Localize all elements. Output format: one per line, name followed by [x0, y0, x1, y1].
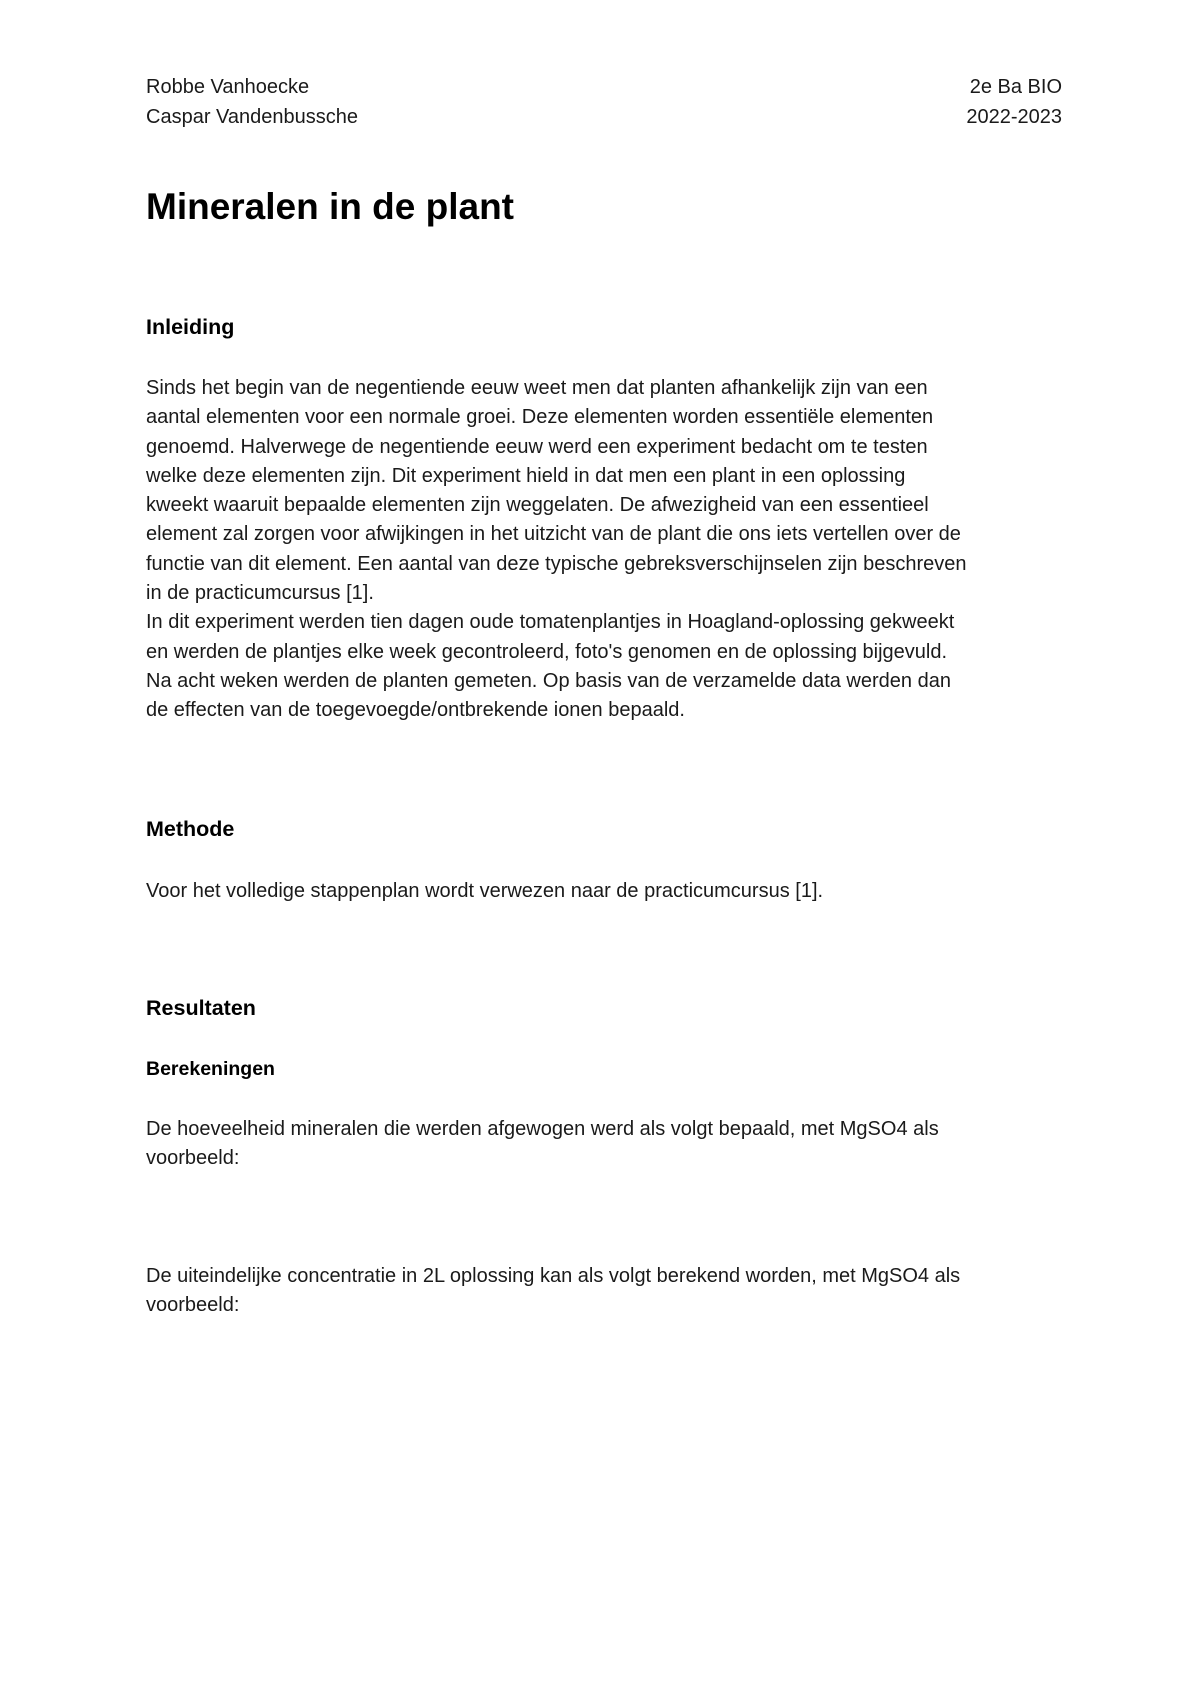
authors	[146, 72, 358, 132]
paragraph-line: In dit experiment werden tien dagen oude tomatenplantjes in Hoagland-oplossing gekweekt	[146, 611, 955, 634]
paragraph-line: kweekt waaruit bepaalde elementen zijn weggelaten. De afwezigheid van een essentieel	[146, 494, 929, 517]
document-page	[146, 0, 1062, 1698]
paragraph-line: aantal elementen voor een normale groei. Deze elementen worden essentiële elementen	[146, 406, 934, 429]
paragraph-line: welke deze elementen zijn. Dit experiment hield in dat men een plant in een oplossing	[146, 464, 906, 487]
inleiding-paragraph	[146, 374, 1076, 726]
methode-paragraph	[146, 877, 1076, 906]
author-name: Caspar Vandenbussche	[146, 106, 358, 128]
paragraph-line: Voor het volledige stappenplan wordt verwezen naar de practicumcursus [1].	[146, 880, 824, 902]
berekeningen-paragraph-2	[146, 1262, 1076, 1321]
berekeningen-paragraph-1	[146, 1115, 1076, 1174]
paragraph-line: voorbeeld:	[146, 1147, 240, 1170]
document-title: Mineralen in de plant	[146, 186, 514, 227]
paragraph-line: in de practicumcursus [1].	[146, 582, 374, 605]
paragraph-line: De hoeveelheid mineralen die werden afgewogen werd als volgt bepaald, met MgSO4 als	[146, 1118, 939, 1140]
paragraph-line: genoemd. Halverwege de negentiende eeuw werd een experiment bedacht om te testen	[146, 435, 928, 458]
course-info	[966, 72, 1062, 132]
paragraph-line: functie van dit element. Een aantal van deze typische gebreksverschijnselen zijn beschreven	[146, 552, 967, 575]
academic-year: 2022-2023	[966, 106, 1062, 128]
document-header	[146, 72, 1062, 132]
section-heading-methode: Methode	[146, 817, 235, 841]
paragraph-line: de effecten van de toegevoegde/ontbrekende ionen bepaald.	[146, 699, 685, 722]
course-label: 2e Ba BIO	[969, 76, 1062, 98]
paragraph-line: voorbeeld:	[146, 1294, 240, 1317]
subsection-heading-berekeningen: Berekeningen	[146, 1058, 275, 1080]
author-name: Robbe Vanhoecke	[146, 76, 310, 98]
paragraph-line: De uiteindelijke concentratie in 2L oplossing kan als volgt berekend worden, met MgSO4 als	[146, 1265, 961, 1287]
section-heading-resultaten: Resultaten	[146, 996, 256, 1020]
paragraph-line: Na acht weken werden de planten gemeten. Op basis van de verzamelde data werden dan	[146, 669, 951, 692]
paragraph-line: Sinds het begin van de negentiende eeuw weet men dat planten afhankelijk zijn van een	[146, 377, 928, 399]
section-heading-inleiding: Inleiding	[146, 315, 235, 339]
paragraph-line: element zal zorgen voor afwijkingen in het uitzicht van de plant die ons iets vertellen over de	[146, 523, 961, 546]
paragraph-line: en werden de plantjes elke week gecontroleerd, foto's genomen en de oplossing bijgevuld.	[146, 640, 948, 663]
